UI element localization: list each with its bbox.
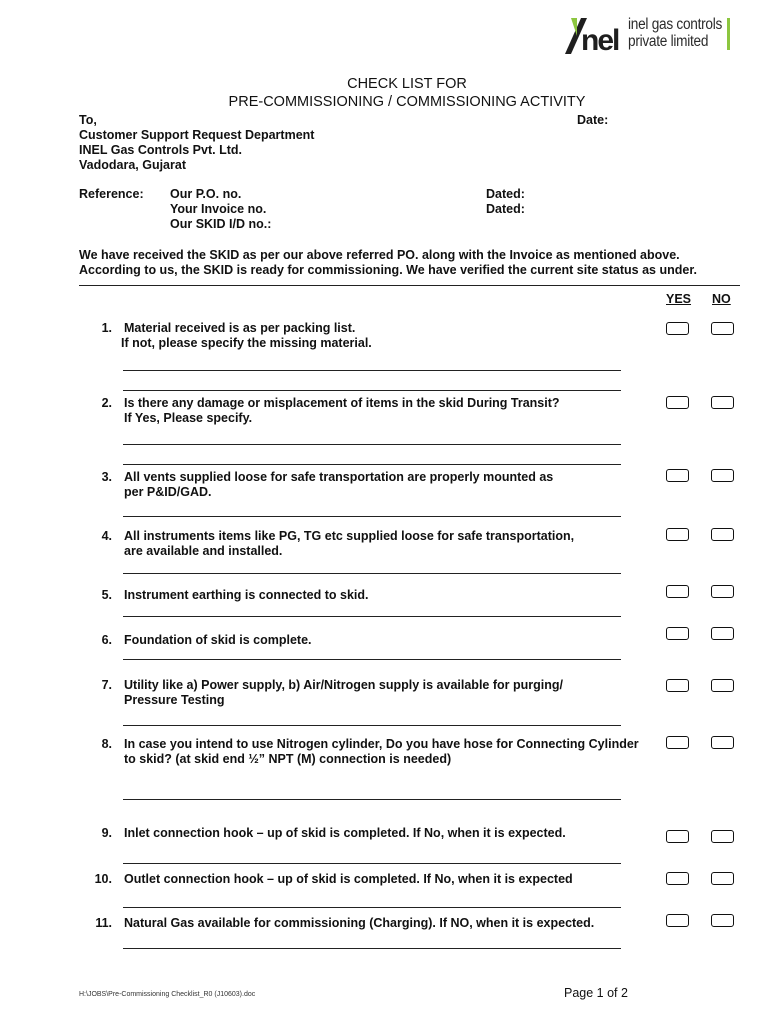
item-text: Natural Gas available for commissioning (Charging). If NO, when it is expected.	[124, 916, 595, 930]
no-checkbox[interactable]	[711, 528, 734, 541]
yes-checkbox[interactable]	[666, 528, 689, 541]
no-checkbox[interactable]	[711, 736, 734, 749]
item-text-cont: If Yes, Please specify.	[124, 411, 253, 425]
no-checkbox[interactable]	[711, 872, 734, 885]
item-text-cont: to skid? (at skid end ½” NPT (M) connection is needed)	[124, 752, 452, 766]
yes-checkbox[interactable]	[666, 872, 689, 885]
no-checkbox[interactable]	[711, 830, 734, 843]
company-logo	[563, 14, 733, 56]
item-text: In case you intend to use Nitrogen cylinder, Do you have hose for Connecting Cylinder	[124, 737, 639, 751]
item-text: Material received is as per packing list.	[124, 321, 356, 335]
answer-line[interactable]	[123, 616, 621, 617]
yes-checkbox[interactable]	[666, 322, 689, 335]
item-text-cont: Pressure Testing	[124, 693, 225, 707]
footer-file-path: H:\JOBS\Pre-Commissioning Checklist_R0 (J10603).doc	[79, 991, 256, 998]
item-text-cont: per P&ID/GAD.	[124, 485, 212, 499]
po-label: Our P.O. no.	[170, 187, 242, 201]
reference-label: Reference:	[79, 187, 144, 201]
logo-company-name: inel gas controls private limited	[628, 16, 723, 50]
no-column-header: NO	[712, 292, 731, 306]
page-number: Page 1 of 2	[564, 986, 628, 1000]
yes-checkbox[interactable]	[666, 627, 689, 640]
item-text: Outlet connection hook – up of skid is completed. If No, when it is expected	[124, 872, 573, 886]
item-number: 3.	[101, 470, 112, 484]
no-checkbox[interactable]	[711, 627, 734, 640]
to-label: To,	[79, 113, 97, 127]
item-number: 8.	[101, 737, 112, 751]
item-number: 7.	[101, 678, 112, 692]
answer-line[interactable]	[123, 659, 621, 660]
invoice-label: Your Invoice no.	[170, 202, 267, 216]
yes-checkbox[interactable]	[666, 736, 689, 749]
no-checkbox[interactable]	[711, 469, 734, 482]
address-line-3: Vadodara, Gujarat	[79, 158, 186, 172]
svg-text:nel: nel	[581, 24, 619, 56]
yes-checkbox[interactable]	[666, 585, 689, 598]
date-label: Date:	[577, 113, 609, 127]
intro-line-2: According to us, the SKID is ready for commissioning. We have verified the current site status as under.	[79, 263, 697, 277]
invoice-dated-label: Dated:	[486, 202, 525, 216]
intro-line-1: We have received the SKID as per our above referred PO. along with the Invoice as mentioned above.	[79, 248, 680, 262]
address-line-2: INEL Gas Controls Pvt. Ltd.	[79, 143, 242, 157]
answer-line[interactable]	[123, 948, 621, 949]
yes-checkbox[interactable]	[666, 679, 689, 692]
no-checkbox[interactable]	[711, 679, 734, 692]
item-number: 11.	[95, 916, 112, 930]
po-dated-label: Dated:	[486, 187, 525, 201]
no-checkbox[interactable]	[711, 585, 734, 598]
item-text: Inlet connection hook – up of skid is completed. If No, when it is expected.	[124, 826, 566, 840]
answer-line[interactable]	[123, 863, 621, 864]
yes-column-header: YES	[666, 292, 692, 306]
document-title: CHECK LIST FOR	[347, 76, 467, 92]
item-number: 9.	[101, 826, 112, 840]
item-text: Is there any damage or misplacement of items in the skid During Transit?	[124, 396, 560, 410]
item-number: 6.	[101, 633, 112, 647]
item-number: 1.	[101, 321, 112, 335]
answer-line[interactable]	[123, 444, 621, 445]
item-text: All instruments items like PG, TG etc supplied loose for safe transportation,	[124, 529, 575, 543]
no-checkbox[interactable]	[711, 322, 734, 335]
item-number: 10.	[94, 872, 112, 886]
item-text-cont: If not, please specify the missing material.	[121, 336, 372, 350]
answer-line[interactable]	[123, 390, 621, 391]
item-text: Foundation of skid is complete.	[124, 633, 312, 647]
item-text: All vents supplied loose for safe transportation are properly mounted as	[124, 470, 554, 484]
logo-accent-bar	[727, 18, 730, 50]
item-text: Utility like a) Power supply, b) Air/Nitrogen supply is available for purging/	[124, 678, 563, 692]
yes-checkbox[interactable]	[666, 914, 689, 927]
answer-line[interactable]	[123, 370, 621, 371]
item-number: 4.	[101, 529, 112, 543]
item-number: 2.	[101, 396, 112, 410]
yes-checkbox[interactable]	[666, 830, 689, 843]
skid-id-label: Our SKID I/D no.:	[170, 217, 272, 231]
answer-line[interactable]	[123, 725, 621, 726]
address-line-1: Customer Support Request Department	[79, 128, 315, 142]
answer-line[interactable]	[123, 907, 621, 908]
answer-line[interactable]	[123, 573, 621, 574]
answer-line[interactable]	[123, 516, 621, 517]
item-text-cont: are available and installed.	[124, 544, 283, 558]
no-checkbox[interactable]	[711, 914, 734, 927]
no-checkbox[interactable]	[711, 396, 734, 409]
answer-line[interactable]	[123, 799, 621, 800]
document-subtitle: PRE-COMMISSIONING / COMMISSIONING ACTIVITY	[228, 94, 586, 110]
answer-line[interactable]	[123, 464, 621, 465]
yes-checkbox[interactable]	[666, 469, 689, 482]
item-text: Instrument earthing is connected to skid.	[124, 588, 369, 602]
inel-logo-mark	[563, 14, 621, 56]
item-number: 5.	[101, 588, 112, 602]
yes-checkbox[interactable]	[666, 396, 689, 409]
divider	[79, 285, 740, 286]
